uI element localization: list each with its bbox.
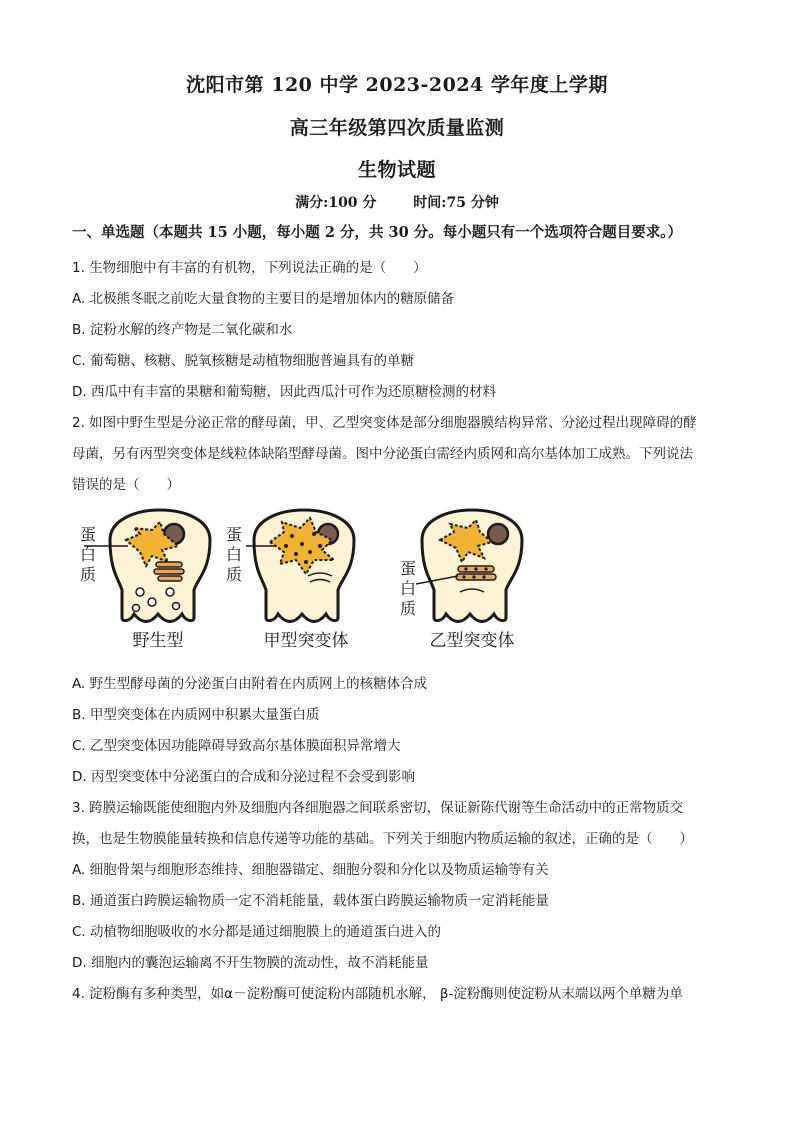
protein-label-char: 蛋 — [400, 559, 417, 578]
exam-subtitle: 高三年级第四次质量监测 — [289, 117, 505, 139]
q2-option-a: A. 野生型酵母菌的分泌蛋白由附着在内质网上的核糖体合成 — [72, 676, 428, 692]
protein-label-char: 白 — [226, 545, 243, 564]
q1-option-d: D. 西瓜中有丰富的果糖和葡萄糖，因此西瓜汁可作为还原糖检测的材料 — [72, 384, 496, 400]
subject-title: 生物试题 — [357, 159, 436, 181]
q2-option-c: C. 乙型突变体因功能障碍导致高尔基体膜面积异常增大 — [72, 738, 401, 754]
q1-option-b: B. 淀粉水解的终产物是二氧化碳和水 — [72, 322, 293, 338]
q4-stem: 4. 淀粉酶有多种类型，如α－淀粉酶可使淀粉内部随机水解， β-淀粉酶则使淀粉从末端以两个单糖为单 — [72, 986, 683, 1002]
protein-label-char: 白 — [80, 545, 97, 564]
secretion-mutant-figure — [70, 500, 540, 660]
q1-stem: 1. 生物细胞中有丰富的有机物，下列说法正确的是（ ） — [72, 260, 427, 276]
protein-label-char: 白 — [400, 579, 417, 598]
q3-stem-line-1: 3. 跨膜运输既能使细胞内外及细胞内各细胞器之间联系密切，保证新陈代谢等生命活动中的正常物质交 — [72, 800, 684, 816]
q2-option-b: B. 甲型突变体在内质网中积累大量蛋白质 — [72, 707, 320, 723]
q2-stem-line-2: 母菌，另有丙型突变体是线粒体缺陷型酵母菌。图中分泌蛋白需经内质网和高尔基体加工成熟。下列说法 — [72, 446, 693, 462]
q3-option-c: C. 动植物细胞吸收的水分都是通过细胞膜上的通道蛋白进入的 — [72, 924, 442, 940]
type-b-mutant-label: 乙型突变体 — [429, 631, 515, 651]
q1-option-a: A. 北极熊冬眠之前吃大量食物的主要目的是增加体内的糖原储备 — [72, 291, 455, 307]
q1-option-c: C. 葡萄糖、核糖、脱氧核糖是动植物细胞普遍具有的单糖 — [72, 353, 415, 369]
wild-type-cell — [80, 510, 210, 651]
full-score: 满分:100 分 — [295, 195, 377, 211]
q3-option-b: B. 通道蛋白跨膜运输物质一定不消耗能量，载体蛋白跨膜运输物质一定消耗能量 — [72, 893, 549, 909]
figure-svg — [70, 500, 540, 660]
q2-option-d: D. 丙型突变体中分泌蛋白的合成和分泌过程不会受到影响 — [72, 769, 415, 785]
protein-label-char: 蛋 — [226, 525, 243, 544]
section-heading: 一、单选题（本题共 15 小题，每小题 2 分，共 30 分。每小题只有一个选项符合题目要求。） — [72, 224, 682, 241]
golgi-icon — [154, 562, 184, 581]
q3-option-a: A. 细胞骨架与细胞形态维持、细胞器锚定、细胞分裂和分化以及物质运输等有关 — [72, 862, 549, 878]
q3-stem-line-2: 换，也是生物膜能量转换和信息传递等功能的基础。下列关于细胞内物质运输的叙述，正确的是（ ） — [72, 831, 693, 847]
protein-label-char: 质 — [80, 565, 97, 584]
exam-meta — [0, 192, 794, 212]
protein-label-char: 质 — [226, 565, 243, 584]
type-b-mutant-cell — [400, 510, 522, 651]
q2-stem-line-1: 2. 如图中野生型是分泌正常的酵母菌，甲、乙型突变体是部分细胞器膜结构异常、分泌过程出现障碍的酵 — [72, 415, 697, 431]
protein-label-char: 蛋 — [80, 525, 97, 544]
exam-title: 沈阳市第 120 中学 2023-2024 学年度上学期 — [186, 74, 608, 96]
q3-option-d: D. 细胞内的囊泡运输离不开生物膜的流动性，故不消耗能量 — [72, 955, 429, 971]
exam-time: 时间:75 分钟 — [413, 195, 499, 211]
type-a-mutant-cell — [226, 510, 354, 651]
q2-stem-line-3: 错误的是（ ） — [72, 477, 180, 493]
type-a-mutant-label: 甲型突变体 — [263, 631, 349, 651]
protein-label-char: 质 — [400, 599, 417, 618]
wild-type-label: 野生型 — [132, 631, 184, 651]
